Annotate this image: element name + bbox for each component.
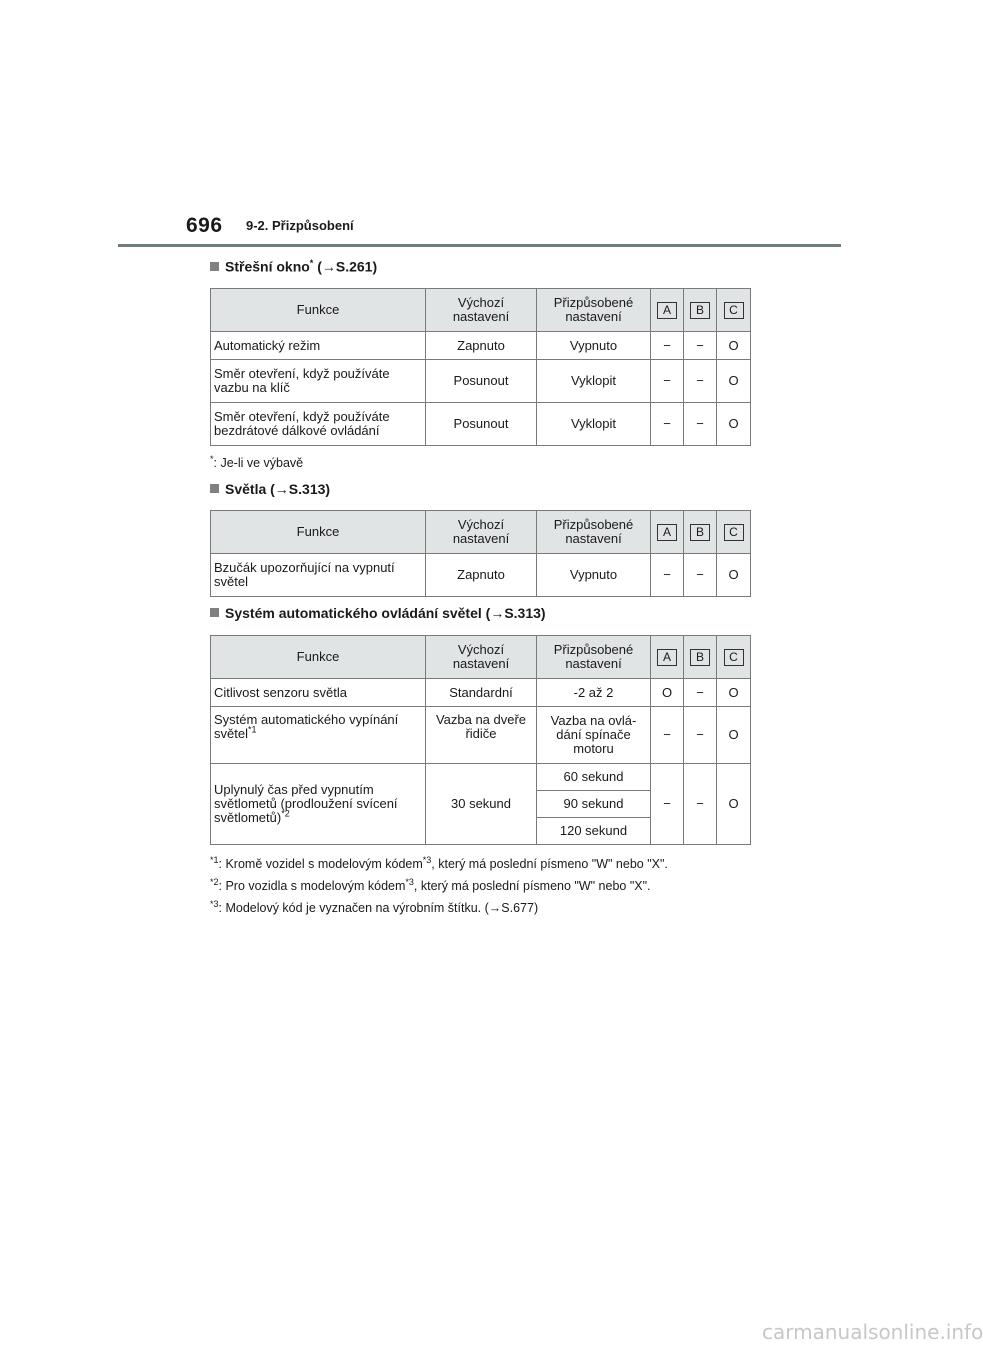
header-vychozi: Výchozí nastavení [426, 636, 537, 679]
column-b-box: B [690, 302, 710, 319]
section-label: 9-2. Přizpůsobení [246, 218, 354, 233]
cell-funkce: Citlivost senzoru světla [211, 679, 426, 707]
header-b [684, 289, 717, 332]
cell-prizpusobene: Vyklopit [537, 360, 651, 403]
roof-title-marker: * [309, 258, 314, 268]
roof-note-marker: * [210, 454, 214, 464]
cell-vychozi: Zapnuto [426, 554, 537, 597]
footnote-2: $^{*2}$: Pro vozidla s modelovým kódem$^{*3}$, který má poslední písmeno "W" nebo "X". [210, 877, 651, 894]
cell-b: − [684, 554, 717, 597]
lights-title: Světla [225, 481, 267, 497]
cell-funkce: Směr otevření, když používáte vazbu na klíč [211, 360, 426, 403]
table-row [211, 360, 751, 403]
cell-vychozi: Posunout [426, 360, 537, 403]
cell-c: O [717, 403, 751, 446]
roof-note-text: : Je-li ve výbavě [213, 456, 304, 471]
cell-c: O [717, 679, 751, 707]
header-vychozi: Výchozí nastavení [426, 511, 537, 554]
roof-table [210, 288, 751, 446]
roof-ref: (→S.261) [313, 258, 378, 275]
roof-note [210, 454, 303, 470]
column-b-box: B [690, 649, 710, 666]
header-rule [118, 244, 841, 247]
table-row [211, 679, 751, 707]
cell-option: 90 sekund [537, 791, 651, 818]
auto-lights-table [210, 635, 751, 845]
cell-option: 60 sekund [537, 764, 651, 791]
header-a [651, 511, 684, 554]
auto-lights-ref: (→S.313) [481, 605, 546, 621]
auto-lights-heading [210, 605, 546, 621]
lights-table [210, 510, 751, 597]
cell-a: − [651, 764, 684, 845]
cell-funkce: Směr otevření, když používáte bezdrátové dálkové ovládání [211, 403, 426, 446]
cell-b: − [684, 403, 717, 446]
cell-b: − [684, 679, 717, 707]
footnote-1: $^{*1}$: Kromě vozidel s modelovým kódem$^{*3}$, který má poslední písmeno "W" nebo "X". [210, 855, 668, 872]
table-row [211, 403, 751, 446]
page-header [186, 214, 846, 248]
roof-title: Střešní okno [225, 258, 310, 275]
auto-lights-title: Systém automatického ovládání světel [225, 605, 482, 621]
table-header-row [211, 289, 751, 332]
lights-heading [210, 481, 330, 497]
cell-c: O [717, 332, 751, 360]
header-funkce: Funkce [211, 511, 426, 554]
table-row [211, 764, 751, 791]
cell-funkce: Automatický režim [211, 332, 426, 360]
cell-funkce: Uplynulý čas před vypnutím světlometů (prodloužení svícení světlometů)$^{*2}$ [211, 764, 426, 845]
cell-a: − [651, 403, 684, 446]
header-prizpusobene: Přizpůsobené nastavení [537, 511, 651, 554]
page-number: 696 [186, 214, 223, 237]
table-row [211, 332, 751, 360]
cell-vychozi: 30 sekund [426, 764, 537, 845]
cell-prizpusobene: -2 až 2 [537, 679, 651, 707]
cell-prizpusobene: Vazba na ovlá- dání spínače motoru [537, 707, 651, 764]
cell-a: − [651, 554, 684, 597]
cell-b: − [684, 332, 717, 360]
cell-a: O [651, 679, 684, 707]
table-header-row [211, 636, 751, 679]
footnote-3: $^{*3}$: Modelový kód je vyznačen na výrobním štítku. (→S.677) [210, 899, 539, 916]
cell-vychozi: Standardní [426, 679, 537, 707]
header-c [717, 636, 751, 679]
header-funkce: Funkce [211, 636, 426, 679]
cell-funkce: Bzučák upozorňující na vypnutí světel [211, 554, 426, 597]
roof-heading [210, 258, 377, 275]
cell-vychozi: Vazba na dveře řidiče [426, 707, 537, 764]
cell-prizpusobene: Vyklopit [537, 403, 651, 446]
cell-c: O [717, 707, 751, 764]
table-header-row [211, 511, 751, 554]
header-c [717, 511, 751, 554]
header-a [651, 289, 684, 332]
column-a-box: A [657, 649, 677, 666]
cell-vychozi: Zapnuto [426, 332, 537, 360]
header-funkce: Funkce [211, 289, 426, 332]
cell-c: O [717, 554, 751, 597]
cell-vychozi: Posunout [426, 403, 537, 446]
column-b-box: B [690, 524, 710, 541]
header-c [717, 289, 751, 332]
header-vychozi: Výchozí nastavení [426, 289, 537, 332]
cell-a: − [651, 332, 684, 360]
bullet-square-icon [210, 484, 219, 493]
header-a [651, 636, 684, 679]
cell-a: − [651, 360, 684, 403]
bullet-square-icon [210, 262, 219, 271]
column-c-box: C [724, 649, 744, 666]
cell-a: − [651, 707, 684, 764]
header-b [684, 636, 717, 679]
column-c-box: C [724, 524, 744, 541]
cell-funkce: Systém automatického vypínání světel$^{*1}$ [211, 707, 426, 764]
cell-c: O [717, 764, 751, 845]
table-row [211, 554, 751, 597]
cell-b: − [684, 360, 717, 403]
header-prizpusobene: Přizpůsobené nastavení [537, 636, 651, 679]
table-row [211, 707, 751, 764]
cell-c: O [717, 360, 751, 403]
header-b [684, 511, 717, 554]
column-a-box: A [657, 524, 677, 541]
column-c-box: C [724, 302, 744, 319]
lights-ref: (→S.313) [266, 481, 331, 497]
watermark: carmanualsonline.info [762, 1320, 983, 1344]
cell-prizpusobene: Vypnuto [537, 554, 651, 597]
bullet-square-icon [210, 608, 219, 617]
header-prizpusobene: Přizpůsobené nastavení [537, 289, 651, 332]
cell-b: − [684, 707, 717, 764]
cell-prizpusobene: Vypnuto [537, 332, 651, 360]
cell-option: 120 sekund [537, 818, 651, 845]
column-a-box: A [657, 302, 677, 319]
cell-b: − [684, 764, 717, 845]
